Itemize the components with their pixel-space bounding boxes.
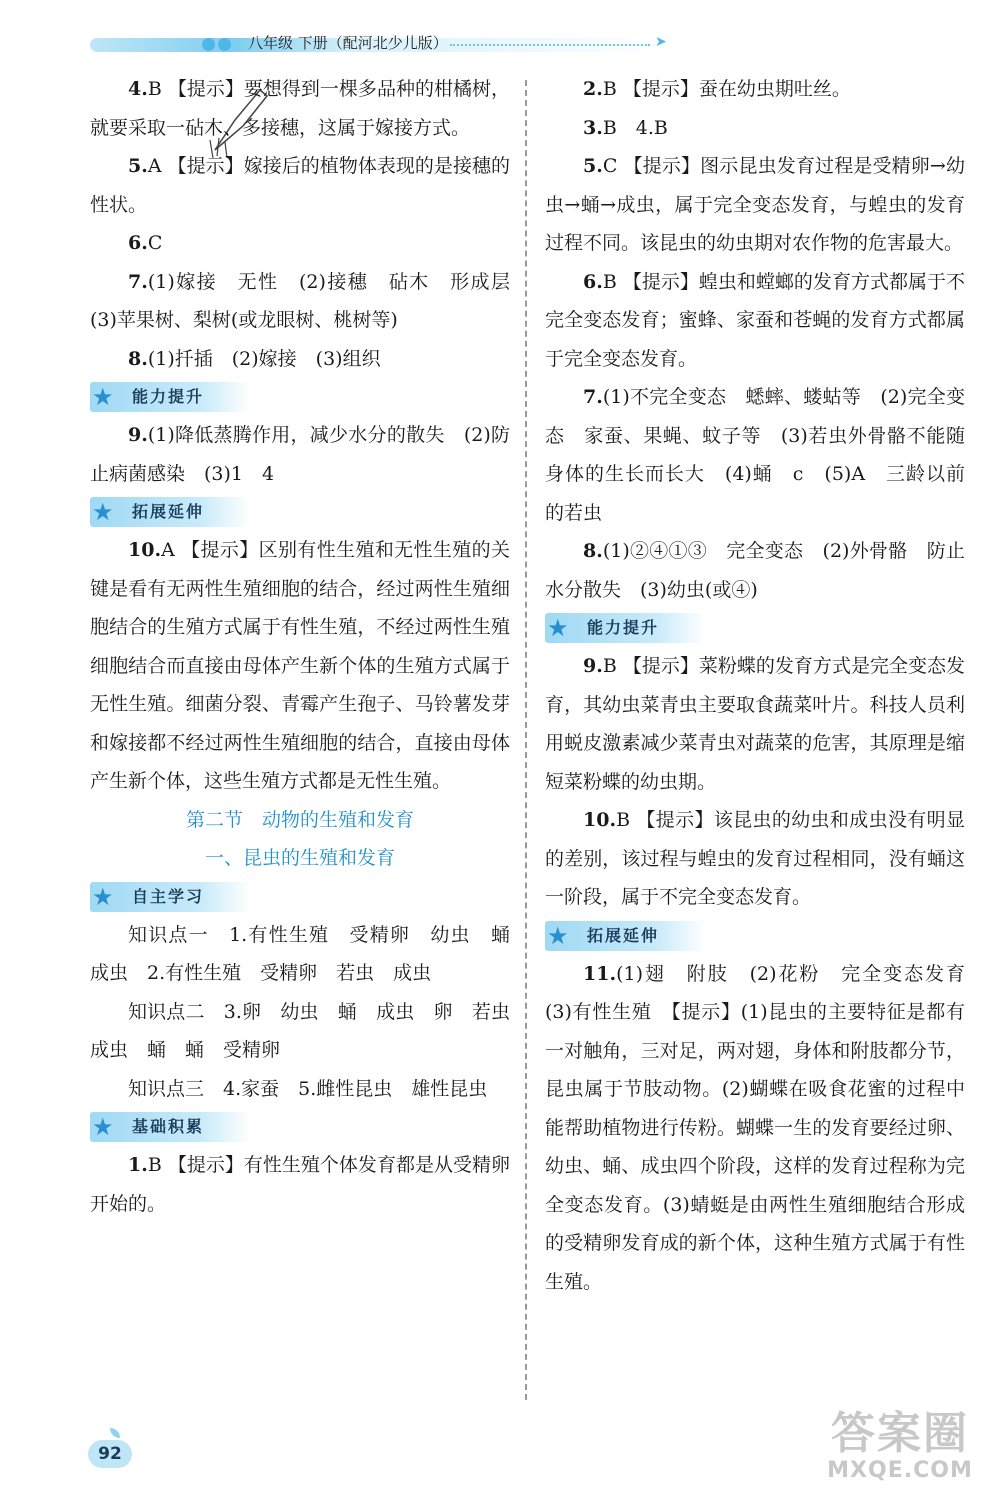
header-dots-icon [202, 34, 236, 54]
section-label: 拓展延伸 [587, 925, 660, 945]
answer-number: 8. [128, 347, 148, 370]
section-header [90, 1112, 250, 1142]
answer-item [545, 109, 965, 148]
answer-text: 知识点一 1.有性生殖 受精卵 幼虫 蛹 成虫 2.有性生殖 受精卵 若虫 成虫 [90, 923, 530, 984]
answer-item [545, 70, 965, 109]
star-icon: ★ [547, 614, 569, 642]
answer-number: 7. [128, 270, 148, 293]
answer-text: (1)不完全变态 蟋蟀、蝼蛄等 (2)完全变态 家蚕、果蝇、蚊子等 (3)若虫外骨骼不能随身体的生长而长大 (4)蛹 c (5)A 三龄以前的若虫 [545, 386, 965, 524]
section-label: 能力提升 [587, 618, 660, 637]
answer-item [90, 416, 510, 493]
answer-number: 7. [583, 386, 603, 408]
star-icon: ★ [92, 498, 114, 526]
answer-item [545, 378, 965, 532]
answer-text: B 4.B [602, 116, 668, 139]
star-icon: ★ [547, 921, 569, 950]
answer-number: 3. [583, 116, 603, 139]
answer-item [90, 224, 510, 263]
answer-number: 10. [583, 809, 617, 831]
header-dashes [450, 44, 650, 48]
answer-number: 4. [128, 78, 148, 100]
answer-item [545, 955, 985, 1302]
answer-number: 11. [583, 962, 617, 985]
answer-text: C [147, 232, 163, 254]
answer-text: B 【提示】菜粉蝶的发育方式是完全变态发育，其幼虫菜青虫主要取食蔬菜叶片。科技人员利用蜕皮激素减少菜青虫对蔬菜的危害，其原理是缩短菜粉蝶的幼虫期。 [545, 655, 965, 793]
answer-number: 8. [583, 540, 603, 562]
watermark [820, 1410, 980, 1490]
header-title: 八年级 下册（配河北少儿版） [248, 34, 448, 52]
star-icon: ★ [92, 882, 114, 911]
answer-item [90, 70, 510, 147]
answer-item [545, 647, 965, 801]
answer-item [90, 993, 530, 1070]
watermark-url: MXQE.COM [827, 1458, 973, 1483]
section-label: 能力提升 [132, 387, 205, 406]
answer-number: 10. [128, 539, 162, 561]
page-header [80, 28, 680, 62]
answer-text: B 【提示】蚕在幼虫期吐丝。 [602, 78, 851, 100]
answer-number: 1. [128, 1154, 148, 1176]
answer-item [545, 263, 965, 379]
section-header [90, 497, 250, 527]
answer-text: A 【提示】区别有性生殖和无性生殖的关键是看有无两性生殖细胞的结合，经过两性生殖细胞结合的生殖方式属于有性生殖，不经过两性生殖细胞结合而直接由母体产生新个体的生殖方式属于无性生殖。细菌分裂、青霉产生孢子、马铃薯发芽和嫁接都不经过两性生殖细胞的结合，直接由母体产生新个体，这些生殖方式都是无性生殖。 [90, 539, 510, 792]
section-title: 第二节 动物的生殖和发育 [185, 808, 414, 831]
answer-item [545, 532, 965, 609]
section-label: 自主学习 [132, 886, 205, 906]
section-label: 拓展延伸 [132, 502, 205, 521]
answer-number: 5. [128, 155, 148, 177]
answer-item [545, 147, 965, 263]
star-icon: ★ [92, 1113, 114, 1141]
page-number: 92 [88, 1440, 132, 1468]
answer-item [90, 147, 510, 224]
section-header [90, 882, 250, 912]
answer-text: B 【提示】要想得到一棵多品种的柑橘树，就要采取一砧木、多接穗，这属于嫁接方式。 [90, 78, 510, 139]
answer-item [545, 801, 965, 917]
answer-text: A 【提示】嫁接后的植物体表现的是接穗的性状。 [90, 155, 510, 216]
answer-number: 9. [128, 424, 148, 446]
right-column [545, 70, 985, 1301]
section-header [90, 382, 250, 412]
answer-text: C 【提示】图示昆虫发育过程是受精卵→幼虫→蛹→成虫，属于完全变态发育，与蝗虫的发育过程不同。该昆虫的幼虫期对农作物的危害最大。 [545, 155, 965, 254]
left-column [90, 70, 530, 1223]
section-header [545, 613, 705, 643]
section-title: 一、昆虫的生殖和发育 [204, 847, 395, 869]
answer-text: B 【提示】蝗虫和螳螂的发育方式都属于不完全变态发育；蜜蜂、家蚕和苍蝇的发育方式都属于完全变态发育。 [545, 270, 965, 370]
answer-text: 知识点三 4.家蚕 5.雌性昆虫 雄性昆虫 [128, 1077, 488, 1100]
answer-number: 5. [583, 155, 603, 177]
answer-text: B 【提示】有性生殖个体发育都是从受精卵开始的。 [90, 1154, 510, 1215]
header-arrow-icon: ➤ [655, 34, 667, 50]
answer-text: 知识点二 3.卵 幼虫 蛹 成虫 卵 若虫 成虫 蛹 蛹 受精卵 [90, 1000, 530, 1061]
section-header [545, 921, 705, 951]
answer-item [90, 1070, 510, 1109]
answer-number: 2. [583, 78, 603, 100]
leaf-icon [110, 1428, 120, 1438]
answer-number: 6. [128, 232, 148, 254]
answer-item [90, 1146, 510, 1223]
star-icon: ★ [92, 383, 114, 411]
answer-number: 6. [583, 270, 603, 293]
answer-text: (1)②④①③ 完全变态 (2)外骨骼 防止水分散失 (3)幼虫(或④) [545, 540, 965, 601]
answer-item [90, 340, 510, 379]
answer-text: (1)嫁接 无性 (2)接穗 砧木 形成层 (3)苹果树、梨树(或龙眼树、桃树等) [90, 270, 530, 331]
answer-text: B 【提示】该昆虫的幼虫和成虫没有明显的差别，该过程与蝗虫的发育过程相同，没有蛹这一阶段，属于不完全变态发育。 [545, 809, 965, 908]
answer-item [90, 916, 530, 993]
answer-item [90, 263, 530, 340]
answer-number: 9. [583, 655, 603, 677]
answer-text: (1)扦插 (2)嫁接 (3)组织 [147, 347, 381, 370]
answer-item [90, 531, 510, 801]
answer-text: (1)降低蒸腾作用，减少水分的散失 (2)防止病菌感染 (3)1 4 [90, 424, 510, 485]
answer-text: (1)翅 附肢 (2)花粉 完全变态发育 (3)有性生殖 【提示】(1)昆虫的主要特征是都有一对触角，三对足，两对翅，身体和附肢都分节，昆虫属于节肢动物。(2)蝴蝶在吸食花蜜的过程中能帮助植物进行传粉。蝴蝶一生的发育要经过卵、幼虫、蛹、成虫四个阶段，这样的发育过程称为完全变态发育。(3)蜻蜓是由两性生殖细胞结合形成的受精卵发育成的新个体，这种生殖方式属于有性生殖。 [545, 962, 985, 1293]
watermark-logo: 答案圈 [831, 1408, 969, 1459]
section-label: 基础积累 [132, 1117, 205, 1136]
